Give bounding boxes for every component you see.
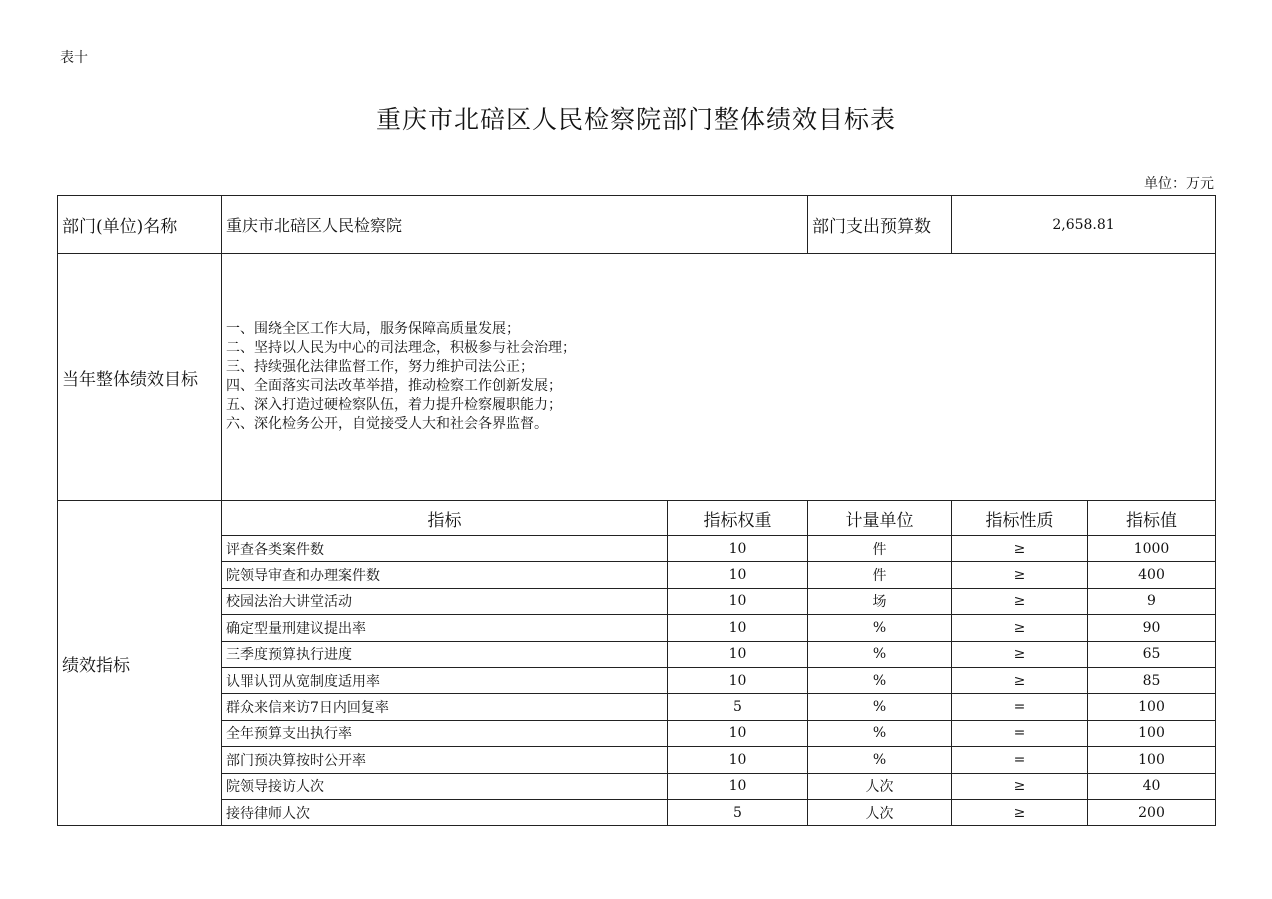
- indicator-unit: %: [808, 694, 952, 720]
- indicator-nature: =: [952, 747, 1088, 773]
- indicator-nature: ≥: [952, 615, 1088, 641]
- indicator-unit: 人次: [808, 773, 952, 799]
- indicator-name: 三季度预算执行进度: [222, 641, 668, 667]
- indicator-unit: %: [808, 720, 952, 746]
- col-header-indicator: 指标: [222, 501, 668, 536]
- indicator-weight: 10: [668, 720, 808, 746]
- indicator-value: 100: [1088, 694, 1216, 720]
- indicator-unit: %: [808, 747, 952, 773]
- budget-label: 部门支出预算数: [808, 196, 952, 254]
- table-row: [58, 773, 1216, 799]
- indicator-nature: =: [952, 694, 1088, 720]
- indicator-value: 200: [1088, 799, 1216, 825]
- indicator-weight: 5: [668, 694, 808, 720]
- indicator-nature: ≥: [952, 667, 1088, 693]
- indicator-value: 90: [1088, 615, 1216, 641]
- indicator-name: 确定型量刑建议提出率: [222, 615, 668, 641]
- indicator-name: 院领导接访人次: [222, 773, 668, 799]
- table-row: [58, 615, 1216, 641]
- goal-line: 四、全面落实司法改革举措，推动检察工作创新发展；: [226, 378, 562, 394]
- goal-line: 六、深化检务公开，自觉接受人大和社会各界监督。: [226, 416, 548, 432]
- indicators-label: 绩效指标: [58, 501, 222, 826]
- goal-line: 二、坚持以人民为中心的司法理念，积极参与社会治理；: [226, 340, 576, 356]
- indicator-weight: 10: [668, 588, 808, 614]
- indicator-unit: %: [808, 615, 952, 641]
- dept-row: [58, 196, 1216, 254]
- table-row: [58, 562, 1216, 588]
- goal-line: 一、围绕全区工作大局，服务保障高质量发展；: [226, 321, 520, 337]
- col-header-value: 指标值: [1088, 501, 1216, 536]
- page-title: 重庆市北碚区人民检察院部门整体绩效目标表: [375, 105, 896, 134]
- col-header-weight: 指标权重: [668, 501, 808, 536]
- col-header-nature: 指标性质: [952, 501, 1088, 536]
- indicator-unit: 件: [808, 562, 952, 588]
- indicator-unit: %: [808, 667, 952, 693]
- goals-label: 当年整体绩效目标: [58, 254, 222, 501]
- indicator-nature: ≥: [952, 536, 1088, 562]
- unit-label: 单位：万元: [1144, 176, 1214, 192]
- table-row: [58, 641, 1216, 667]
- table-row: [58, 747, 1216, 773]
- table-row: [58, 588, 1216, 614]
- indicator-value: 100: [1088, 720, 1216, 746]
- indicator-nature: ≥: [952, 641, 1088, 667]
- indicator-nature: ≥: [952, 799, 1088, 825]
- indicator-weight: 10: [668, 562, 808, 588]
- indicator-unit: 件: [808, 536, 952, 562]
- table-row: [58, 667, 1216, 693]
- indicator-unit: %: [808, 641, 952, 667]
- indicator-nature: =: [952, 720, 1088, 746]
- indicator-weight: 10: [668, 615, 808, 641]
- indicator-value: 85: [1088, 667, 1216, 693]
- indicator-name: 院领导审查和办理案件数: [222, 562, 668, 588]
- indicator-name: 全年预算支出执行率: [222, 720, 668, 746]
- indicator-name: 接待律师人次: [222, 799, 668, 825]
- table-row: [58, 536, 1216, 562]
- indicator-value: 65: [1088, 641, 1216, 667]
- dept-name-label: 部门(单位)名称: [58, 196, 222, 254]
- goal-line: 三、持续强化法律监督工作，努力维护司法公正；: [226, 359, 534, 375]
- table-row: [58, 720, 1216, 746]
- table-number: 表十: [60, 50, 88, 66]
- indicator-name: 评查各类案件数: [222, 536, 668, 562]
- table-row: [58, 799, 1216, 825]
- indicator-name: 群众来信来访7日内回复率: [222, 694, 668, 720]
- goals-row: [58, 254, 1216, 501]
- indicator-weight: 10: [668, 747, 808, 773]
- indicator-value: 9: [1088, 588, 1216, 614]
- dept-name-value: 重庆市北碚区人民检察院: [222, 196, 808, 254]
- goal-line: 五、深入打造过硬检察队伍，着力提升检察履职能力；: [226, 397, 562, 413]
- indicator-unit: 人次: [808, 799, 952, 825]
- performance-table: [57, 195, 1216, 826]
- indicator-value: 400: [1088, 562, 1216, 588]
- indicator-nature: ≥: [952, 773, 1088, 799]
- indicator-weight: 10: [668, 773, 808, 799]
- indicator-name: 校园法治大讲堂活动: [222, 588, 668, 614]
- table-row: [58, 694, 1216, 720]
- indicator-name: 认罪认罚从宽制度适用率: [222, 667, 668, 693]
- indicator-name: 部门预决算按时公开率: [222, 747, 668, 773]
- indicator-weight: 10: [668, 536, 808, 562]
- indicator-value: 40: [1088, 773, 1216, 799]
- col-header-unit: 计量单位: [808, 501, 952, 536]
- indicator-header-row: [58, 501, 1216, 536]
- indicator-value: 100: [1088, 747, 1216, 773]
- indicator-unit: 场: [808, 588, 952, 614]
- indicator-weight: 5: [668, 799, 808, 825]
- indicator-nature: ≥: [952, 588, 1088, 614]
- indicator-nature: ≥: [952, 562, 1088, 588]
- indicator-weight: 10: [668, 667, 808, 693]
- goals-content: [222, 254, 1216, 501]
- indicator-value: 1000: [1088, 536, 1216, 562]
- budget-value: 2,658.81: [952, 196, 1216, 254]
- indicator-weight: 10: [668, 641, 808, 667]
